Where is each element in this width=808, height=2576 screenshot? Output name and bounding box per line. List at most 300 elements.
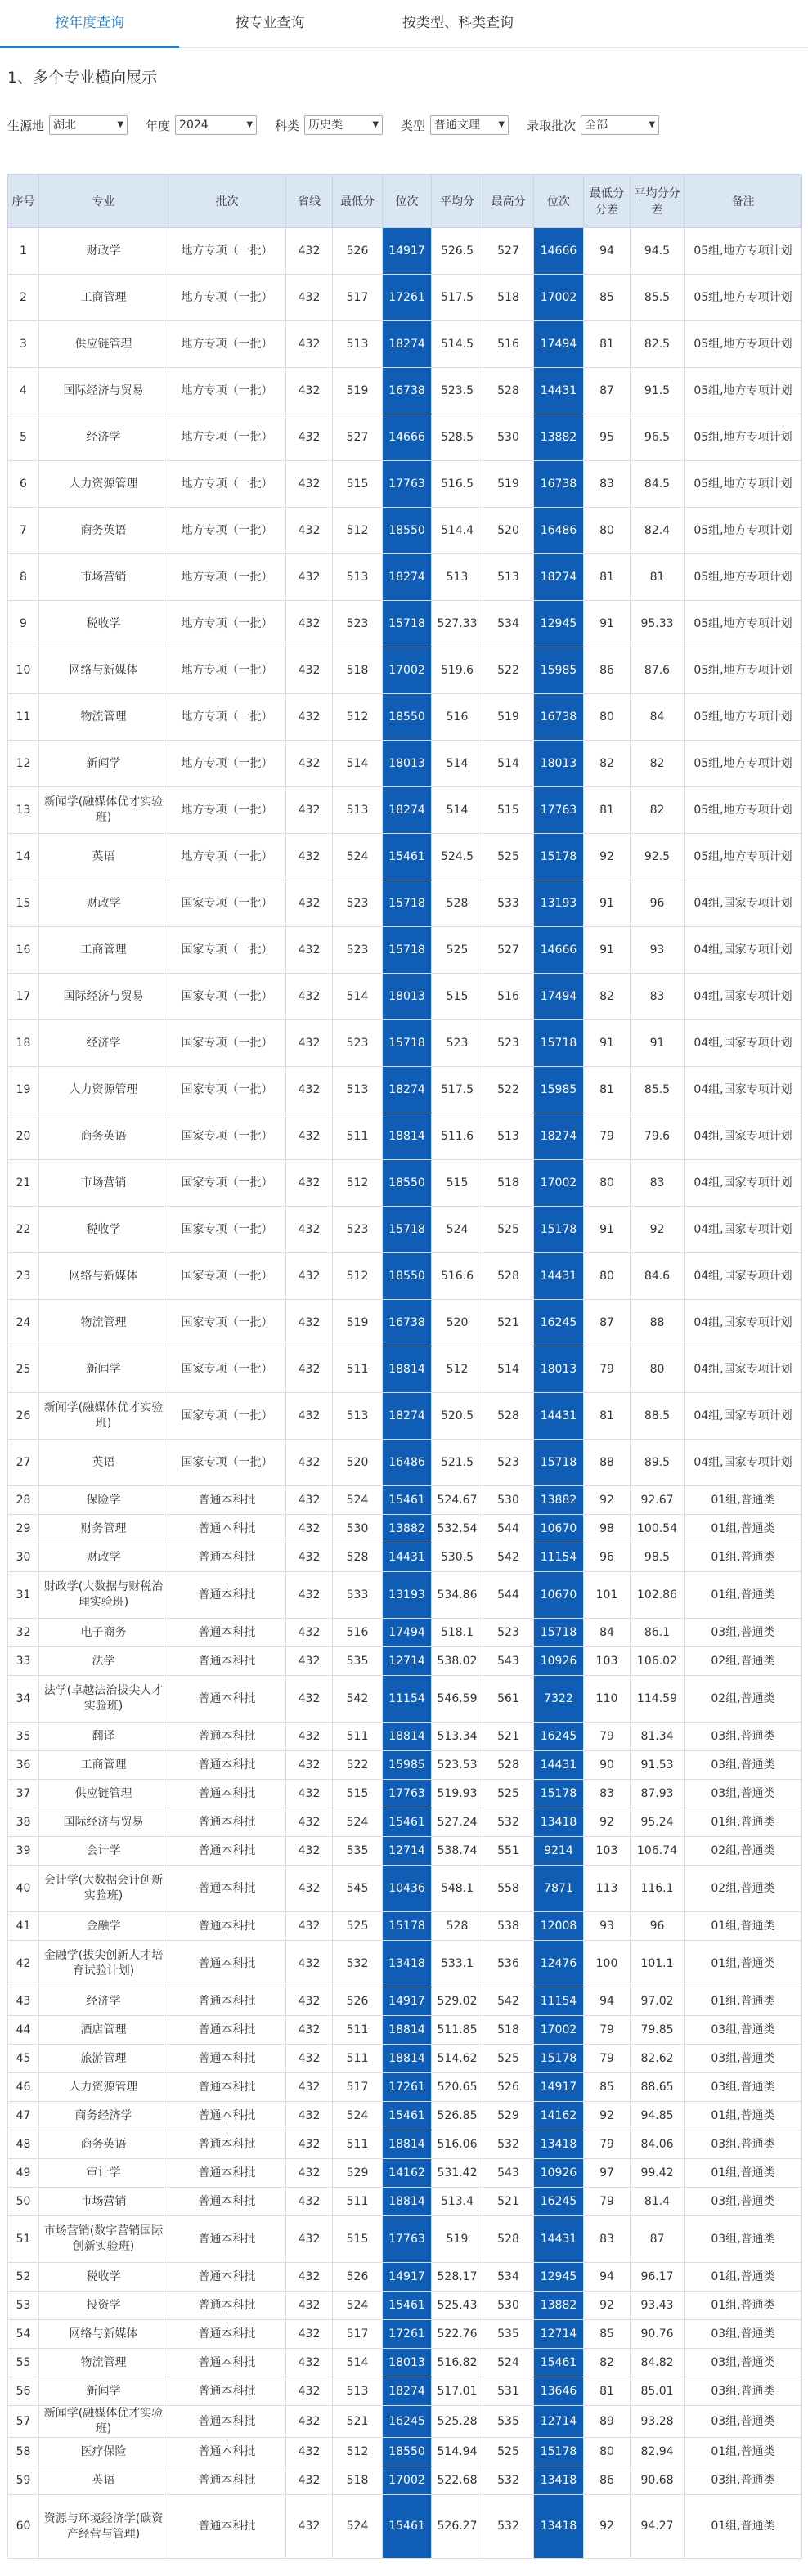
cell-avg-score: 524 xyxy=(432,1207,483,1253)
cell-min-diff: 92 xyxy=(584,1486,631,1515)
cell-avg-diff: 87.93 xyxy=(631,1780,685,1808)
cell-note: 03组,普通类 xyxy=(685,2466,802,2495)
cell-min-diff: 80 xyxy=(584,2438,631,2466)
cell-province-line: 432 xyxy=(286,2102,333,2130)
cell-batch: 普通本科批 xyxy=(168,1723,286,1751)
cell-min-rank: 11154 xyxy=(383,1676,432,1723)
cell-major: 网络与新媒体 xyxy=(39,2320,168,2349)
table-row xyxy=(8,1440,802,1486)
cell-min-score: 516 xyxy=(333,1619,383,1647)
cell-min-score: 518 xyxy=(333,2466,383,2495)
cell-max-rank: 18013 xyxy=(534,741,584,787)
cell-avg-diff: 85.5 xyxy=(631,275,685,321)
cell-max-rank: 17002 xyxy=(534,2016,584,2045)
cell-max-score: 521 xyxy=(483,2188,534,2216)
table-row xyxy=(8,508,802,554)
cell-max-rank: 16738 xyxy=(534,461,584,508)
cell-province-line: 432 xyxy=(286,694,333,741)
cell-min-score: 522 xyxy=(333,1751,383,1780)
cell-max-rank: 14431 xyxy=(534,1393,584,1440)
cell-max-rank: 14666 xyxy=(534,228,584,275)
cell-province-line: 432 xyxy=(286,787,333,834)
cell-max-rank: 17002 xyxy=(534,1160,584,1207)
cell-note: 04组,国家专项计划 xyxy=(685,1113,802,1160)
cell-note: 05组,地方专项计划 xyxy=(685,321,802,368)
cell-index: 60 xyxy=(8,2495,39,2559)
cell-min-diff: 79 xyxy=(584,1723,631,1751)
cell-min-score: 518 xyxy=(333,647,383,694)
cell-batch: 地方专项（一批） xyxy=(168,508,286,554)
cell-min-diff: 91 xyxy=(584,927,631,974)
cell-avg-score: 525.28 xyxy=(432,2406,483,2438)
cell-avg-score: 514 xyxy=(432,787,483,834)
cell-max-rank: 12714 xyxy=(534,2320,584,2349)
cell-avg-score: 513.34 xyxy=(432,1723,483,1751)
chevron-down-icon: ▼ xyxy=(117,120,124,129)
cell-note: 04组,国家专项计划 xyxy=(685,1067,802,1113)
cell-max-score: 538 xyxy=(483,1912,534,1941)
cell-max-score: 516 xyxy=(483,321,534,368)
cell-index: 24 xyxy=(8,1300,39,1346)
cell-min-diff: 92 xyxy=(584,834,631,880)
cell-avg-diff: 82.5 xyxy=(631,321,685,368)
cell-max-rank: 14431 xyxy=(534,1751,584,1780)
cell-major: 财政学 xyxy=(39,228,168,275)
tab-by-major[interactable]: 按专业查询 xyxy=(235,15,305,31)
cell-note: 01组,普通类 xyxy=(685,2292,802,2320)
cell-batch: 地方专项（一批） xyxy=(168,461,286,508)
cell-max-score: 514 xyxy=(483,1346,534,1393)
cell-avg-diff: 92.67 xyxy=(631,1486,685,1515)
cell-min-diff: 98 xyxy=(584,1515,631,1543)
table-row xyxy=(8,2045,802,2073)
cell-batch: 地方专项（一批） xyxy=(168,647,286,694)
cell-province-line: 432 xyxy=(286,2466,333,2495)
cell-major: 法学(卓越法治拔尖人才实验班) xyxy=(39,1676,168,1723)
cell-avg-score: 527.33 xyxy=(432,601,483,647)
table-row xyxy=(8,1113,802,1160)
cell-index: 3 xyxy=(8,321,39,368)
cell-batch: 普通本科批 xyxy=(168,2466,286,2495)
cell-avg-diff: 84.06 xyxy=(631,2130,685,2159)
cell-note: 05组,地方专项计划 xyxy=(685,601,802,647)
cell-index: 18 xyxy=(8,1020,39,1067)
cell-note: 01组,普通类 xyxy=(685,2495,802,2559)
cell-note: 01组,普通类 xyxy=(685,1572,802,1619)
cell-max-score: 534 xyxy=(483,601,534,647)
col-header-avg-diff: 平均分分差 xyxy=(631,175,685,228)
cell-batch: 国家专项（一批） xyxy=(168,1440,286,1486)
cell-index: 51 xyxy=(8,2216,39,2263)
cell-index: 2 xyxy=(8,275,39,321)
cell-min-diff: 86 xyxy=(584,2466,631,2495)
cell-min-rank: 17002 xyxy=(383,2466,432,2495)
cell-avg-score: 548.1 xyxy=(432,1866,483,1912)
cell-max-rank: 15718 xyxy=(534,1619,584,1647)
cell-major: 网络与新媒体 xyxy=(39,1253,168,1300)
cell-min-diff: 95 xyxy=(584,414,631,461)
cell-major: 资源与环境经济学(碳资产经营与管理) xyxy=(39,2495,168,2559)
cell-province-line: 432 xyxy=(286,228,333,275)
cell-avg-diff: 83 xyxy=(631,1160,685,1207)
col-header-index: 序号 xyxy=(8,175,39,228)
cell-major: 新闻学 xyxy=(39,1346,168,1393)
cell-note: 02组,普通类 xyxy=(685,1647,802,1676)
table-row xyxy=(8,1619,802,1647)
cell-max-rank: 10670 xyxy=(534,1572,584,1619)
cell-major: 税收学 xyxy=(39,1207,168,1253)
subject-select-value: 历史类 xyxy=(308,119,343,132)
cell-min-diff: 103 xyxy=(584,1837,631,1866)
cell-province-line: 432 xyxy=(286,1751,333,1780)
cell-max-rank: 16486 xyxy=(534,508,584,554)
cell-max-score: 533 xyxy=(483,880,534,927)
cell-batch: 普通本科批 xyxy=(168,2102,286,2130)
cell-province-line: 432 xyxy=(286,2406,333,2438)
cell-min-rank: 15461 xyxy=(383,2495,432,2559)
cell-province-line: 432 xyxy=(286,554,333,601)
cell-index: 23 xyxy=(8,1253,39,1300)
table-row xyxy=(8,1751,802,1780)
cell-major: 翻译 xyxy=(39,1723,168,1751)
cell-avg-diff: 82 xyxy=(631,787,685,834)
cell-max-rank: 17494 xyxy=(534,974,584,1020)
col-header-max-rank: 位次 xyxy=(534,175,584,228)
cell-note: 04组,国家专项计划 xyxy=(685,880,802,927)
cell-min-diff: 79 xyxy=(584,2016,631,2045)
cell-avg-score: 516.6 xyxy=(432,1253,483,1300)
cell-min-rank: 15718 xyxy=(383,1207,432,1253)
cell-index: 49 xyxy=(8,2159,39,2188)
filter-label-subject: 科类 xyxy=(275,118,300,133)
cell-min-diff: 79 xyxy=(584,1113,631,1160)
cell-min-score: 542 xyxy=(333,1676,383,1723)
cell-max-rank: 7322 xyxy=(534,1676,584,1723)
cell-avg-diff: 82.62 xyxy=(631,2045,685,2073)
col-header-major: 专业 xyxy=(39,175,168,228)
cell-avg-diff: 93 xyxy=(631,927,685,974)
batch-select[interactable] xyxy=(581,115,659,135)
cell-min-diff: 94 xyxy=(584,228,631,275)
cell-min-diff: 85 xyxy=(584,2073,631,2102)
cell-max-score: 530 xyxy=(483,414,534,461)
cell-min-diff: 80 xyxy=(584,508,631,554)
cell-batch: 普通本科批 xyxy=(168,1808,286,1837)
cell-batch: 国家专项（一批） xyxy=(168,1067,286,1113)
cell-avg-diff: 116.1 xyxy=(631,1866,685,1912)
cell-province-line: 432 xyxy=(286,1515,333,1543)
cell-min-score: 535 xyxy=(333,1837,383,1866)
cell-avg-score: 515 xyxy=(432,1160,483,1207)
cell-avg-score: 532.54 xyxy=(432,1515,483,1543)
table-row xyxy=(8,2102,802,2130)
cell-avg-score: 524.67 xyxy=(432,1486,483,1515)
cell-avg-diff: 91.5 xyxy=(631,368,685,414)
cell-avg-diff: 85.5 xyxy=(631,1067,685,1113)
cell-major: 英语 xyxy=(39,1440,168,1486)
cell-min-diff: 92 xyxy=(584,1808,631,1837)
cell-min-rank: 15718 xyxy=(383,601,432,647)
cell-index: 48 xyxy=(8,2130,39,2159)
cell-min-diff: 93 xyxy=(584,1912,631,1941)
cell-major: 国际经济与贸易 xyxy=(39,368,168,414)
cell-max-score: 520 xyxy=(483,508,534,554)
cell-major: 会计学 xyxy=(39,1837,168,1866)
cell-index: 14 xyxy=(8,834,39,880)
filter-label-type: 类型 xyxy=(401,118,426,133)
cell-batch: 地方专项（一批） xyxy=(168,741,286,787)
table-row xyxy=(8,1987,802,2016)
cell-province-line: 432 xyxy=(286,414,333,461)
cell-avg-diff: 96 xyxy=(631,1912,685,1941)
cell-batch: 普通本科批 xyxy=(168,2216,286,2263)
cell-index: 44 xyxy=(8,2016,39,2045)
cell-min-diff: 94 xyxy=(584,1987,631,2016)
cell-note: 03组,普通类 xyxy=(685,2406,802,2438)
cell-max-score: 551 xyxy=(483,1837,534,1866)
cell-index: 52 xyxy=(8,2263,39,2292)
cell-min-diff: 94 xyxy=(584,2263,631,2292)
cell-note: 04组,国家专项计划 xyxy=(685,1160,802,1207)
cell-avg-score: 512 xyxy=(432,1346,483,1393)
cell-major: 人力资源管理 xyxy=(39,2073,168,2102)
cell-max-score: 522 xyxy=(483,1067,534,1113)
col-header-max-score: 最高分 xyxy=(483,175,534,228)
cell-max-rank: 13882 xyxy=(534,2292,584,2320)
table-row xyxy=(8,1346,802,1393)
cell-note: 03组,普通类 xyxy=(685,1751,802,1780)
cell-min-diff: 80 xyxy=(584,694,631,741)
cell-province-line: 432 xyxy=(286,2377,333,2406)
cell-min-diff: 96 xyxy=(584,1543,631,1572)
cell-min-score: 524 xyxy=(333,2292,383,2320)
cell-avg-diff: 114.59 xyxy=(631,1676,685,1723)
subject-select[interactable] xyxy=(304,115,383,135)
cell-batch: 普通本科批 xyxy=(168,1543,286,1572)
cell-min-rank: 17261 xyxy=(383,2320,432,2349)
cell-province-line: 432 xyxy=(286,1346,333,1393)
tab-by-year[interactable]: 按年度查询 xyxy=(0,0,179,48)
cell-max-rank: 15461 xyxy=(534,2349,584,2377)
cell-avg-diff: 96.17 xyxy=(631,2263,685,2292)
cell-note: 05组,地方专项计划 xyxy=(685,741,802,787)
cell-min-rank: 17002 xyxy=(383,647,432,694)
cell-avg-score: 517.5 xyxy=(432,1067,483,1113)
cell-min-diff: 110 xyxy=(584,1676,631,1723)
cell-min-rank: 15718 xyxy=(383,1020,432,1067)
cell-note: 01组,普通类 xyxy=(685,1543,802,1572)
cell-batch: 普通本科批 xyxy=(168,1647,286,1676)
type-select-value: 普通文理 xyxy=(434,119,481,132)
cell-max-rank: 15985 xyxy=(534,1067,584,1113)
cell-avg-score: 530.5 xyxy=(432,1543,483,1572)
cell-province-line: 432 xyxy=(286,1837,333,1866)
cell-avg-diff: 88.65 xyxy=(631,2073,685,2102)
cell-province-line: 432 xyxy=(286,647,333,694)
cell-index: 46 xyxy=(8,2073,39,2102)
cell-batch: 普通本科批 xyxy=(168,2377,286,2406)
cell-province-line: 432 xyxy=(286,1160,333,1207)
cell-note: 01组,普通类 xyxy=(685,1941,802,1987)
cell-province-line: 432 xyxy=(286,834,333,880)
cell-avg-diff: 94.85 xyxy=(631,2102,685,2130)
table-row xyxy=(8,2263,802,2292)
cell-avg-score: 519.93 xyxy=(432,1780,483,1808)
cell-min-score: 521 xyxy=(333,2406,383,2438)
cell-avg-score: 514.62 xyxy=(432,2045,483,2073)
cell-avg-diff: 91 xyxy=(631,1020,685,1067)
year-select[interactable] xyxy=(175,115,257,135)
cell-min-score: 512 xyxy=(333,508,383,554)
cell-min-rank: 15461 xyxy=(383,1808,432,1837)
cell-avg-diff: 100.54 xyxy=(631,1515,685,1543)
type-select[interactable] xyxy=(430,115,509,135)
cell-major: 财务管理 xyxy=(39,1515,168,1543)
cell-index: 5 xyxy=(8,414,39,461)
cell-max-rank: 15178 xyxy=(534,1207,584,1253)
cell-min-score: 526 xyxy=(333,228,383,275)
cell-major: 供应链管理 xyxy=(39,1780,168,1808)
cell-max-score: 523 xyxy=(483,1020,534,1067)
cell-note: 05组,地方专项计划 xyxy=(685,228,802,275)
cell-min-rank: 18274 xyxy=(383,1393,432,1440)
cell-min-score: 511 xyxy=(333,2016,383,2045)
cell-avg-score: 533.1 xyxy=(432,1941,483,1987)
cell-avg-score: 518.1 xyxy=(432,1619,483,1647)
cell-avg-score: 514.4 xyxy=(432,508,483,554)
cell-batch: 国家专项（一批） xyxy=(168,1113,286,1160)
cell-province-line: 432 xyxy=(286,1808,333,1837)
cell-max-score: 532 xyxy=(483,2495,534,2559)
cell-avg-diff: 79.85 xyxy=(631,2016,685,2045)
cell-min-diff: 81 xyxy=(584,554,631,601)
cell-province-line: 432 xyxy=(286,2073,333,2102)
cell-avg-score: 522.68 xyxy=(432,2466,483,2495)
table-row xyxy=(8,414,802,461)
table-row xyxy=(8,1723,802,1751)
cell-batch: 地方专项（一批） xyxy=(168,228,286,275)
cell-max-rank: 15178 xyxy=(534,2045,584,2073)
cell-min-score: 524 xyxy=(333,834,383,880)
cell-avg-diff: 95.33 xyxy=(631,601,685,647)
cell-min-rank: 17763 xyxy=(383,461,432,508)
cell-index: 45 xyxy=(8,2045,39,2073)
cell-index: 42 xyxy=(8,1941,39,1987)
cell-min-score: 526 xyxy=(333,1987,383,2016)
cell-note: 03组,普通类 xyxy=(685,2073,802,2102)
table-row xyxy=(8,1486,802,1515)
cell-min-diff: 91 xyxy=(584,1020,631,1067)
cell-avg-diff: 84.6 xyxy=(631,1253,685,1300)
cell-min-diff: 79 xyxy=(584,2130,631,2159)
cell-major: 新闻学 xyxy=(39,2377,168,2406)
cell-index: 59 xyxy=(8,2466,39,2495)
cell-max-score: 532 xyxy=(483,2466,534,2495)
cell-min-rank: 18274 xyxy=(383,787,432,834)
cell-avg-diff: 96.5 xyxy=(631,414,685,461)
cell-province-line: 432 xyxy=(286,2495,333,2559)
cell-major: 税收学 xyxy=(39,2263,168,2292)
cell-batch: 国家专项（一批） xyxy=(168,974,286,1020)
cell-note: 01组,普通类 xyxy=(685,2102,802,2130)
cell-min-rank: 16486 xyxy=(383,1440,432,1486)
cell-avg-score: 513.4 xyxy=(432,2188,483,2216)
cell-note: 05组,地方专项计划 xyxy=(685,461,802,508)
cell-min-rank: 18013 xyxy=(383,2349,432,2377)
cell-major: 金融学 xyxy=(39,1912,168,1941)
cell-avg-diff: 106.02 xyxy=(631,1647,685,1676)
tab-by-type[interactable]: 按类型、科类查询 xyxy=(402,15,514,31)
cell-min-diff: 91 xyxy=(584,1207,631,1253)
cell-batch: 地方专项（一批） xyxy=(168,368,286,414)
cell-min-score: 515 xyxy=(333,461,383,508)
cell-province-line: 432 xyxy=(286,601,333,647)
cell-avg-score: 514 xyxy=(432,741,483,787)
table-row xyxy=(8,368,802,414)
cell-province-line: 432 xyxy=(286,508,333,554)
cell-min-score: 524 xyxy=(333,2102,383,2130)
cell-avg-diff: 102.86 xyxy=(631,1572,685,1619)
cell-province-line: 432 xyxy=(286,368,333,414)
cell-avg-diff: 106.74 xyxy=(631,1837,685,1866)
cell-max-rank: 14666 xyxy=(534,927,584,974)
cell-avg-diff: 79.6 xyxy=(631,1113,685,1160)
cell-index: 39 xyxy=(8,1837,39,1866)
cell-major: 审计学 xyxy=(39,2159,168,2188)
origin-select[interactable] xyxy=(49,115,128,135)
cell-min-score: 523 xyxy=(333,1020,383,1067)
filter-label-year: 年度 xyxy=(146,118,171,133)
cell-major: 国际经济与贸易 xyxy=(39,1808,168,1837)
cell-avg-diff: 93.28 xyxy=(631,2406,685,2438)
cell-note: 05组,地方专项计划 xyxy=(685,647,802,694)
cell-max-score: 522 xyxy=(483,647,534,694)
cell-batch: 国家专项（一批） xyxy=(168,1253,286,1300)
cell-province-line: 432 xyxy=(286,2263,333,2292)
cell-avg-score: 523 xyxy=(432,1020,483,1067)
cell-min-diff: 82 xyxy=(584,974,631,1020)
cell-province-line: 432 xyxy=(286,974,333,1020)
cell-min-diff: 100 xyxy=(584,1941,631,1987)
cell-batch: 普通本科批 xyxy=(168,1941,286,1987)
cell-batch: 普通本科批 xyxy=(168,2438,286,2466)
cell-major: 税收学 xyxy=(39,601,168,647)
cell-avg-score: 531.42 xyxy=(432,2159,483,2188)
cell-province-line: 432 xyxy=(286,1253,333,1300)
cell-index: 8 xyxy=(8,554,39,601)
cell-min-rank: 15718 xyxy=(383,927,432,974)
cell-province-line: 432 xyxy=(286,927,333,974)
cell-min-score: 524 xyxy=(333,2495,383,2559)
cell-major: 酒店管理 xyxy=(39,2016,168,2045)
cell-batch: 国家专项（一批） xyxy=(168,1020,286,1067)
cell-avg-score: 521.5 xyxy=(432,1440,483,1486)
cell-major: 商务经济学 xyxy=(39,2102,168,2130)
cell-province-line: 432 xyxy=(286,1486,333,1515)
cell-max-rank: 15178 xyxy=(534,2438,584,2466)
filter-bar xyxy=(7,113,677,137)
cell-avg-score: 526.27 xyxy=(432,2495,483,2559)
cell-min-score: 517 xyxy=(333,2073,383,2102)
cell-avg-diff: 97.02 xyxy=(631,1987,685,2016)
cell-avg-score: 546.59 xyxy=(432,1676,483,1723)
cell-min-rank: 18274 xyxy=(383,1067,432,1113)
col-header-min-rank: 位次 xyxy=(383,175,432,228)
cell-index: 38 xyxy=(8,1808,39,1837)
cell-avg-diff: 86.1 xyxy=(631,1619,685,1647)
cell-max-score: 514 xyxy=(483,741,534,787)
cell-min-diff: 85 xyxy=(584,2320,631,2349)
